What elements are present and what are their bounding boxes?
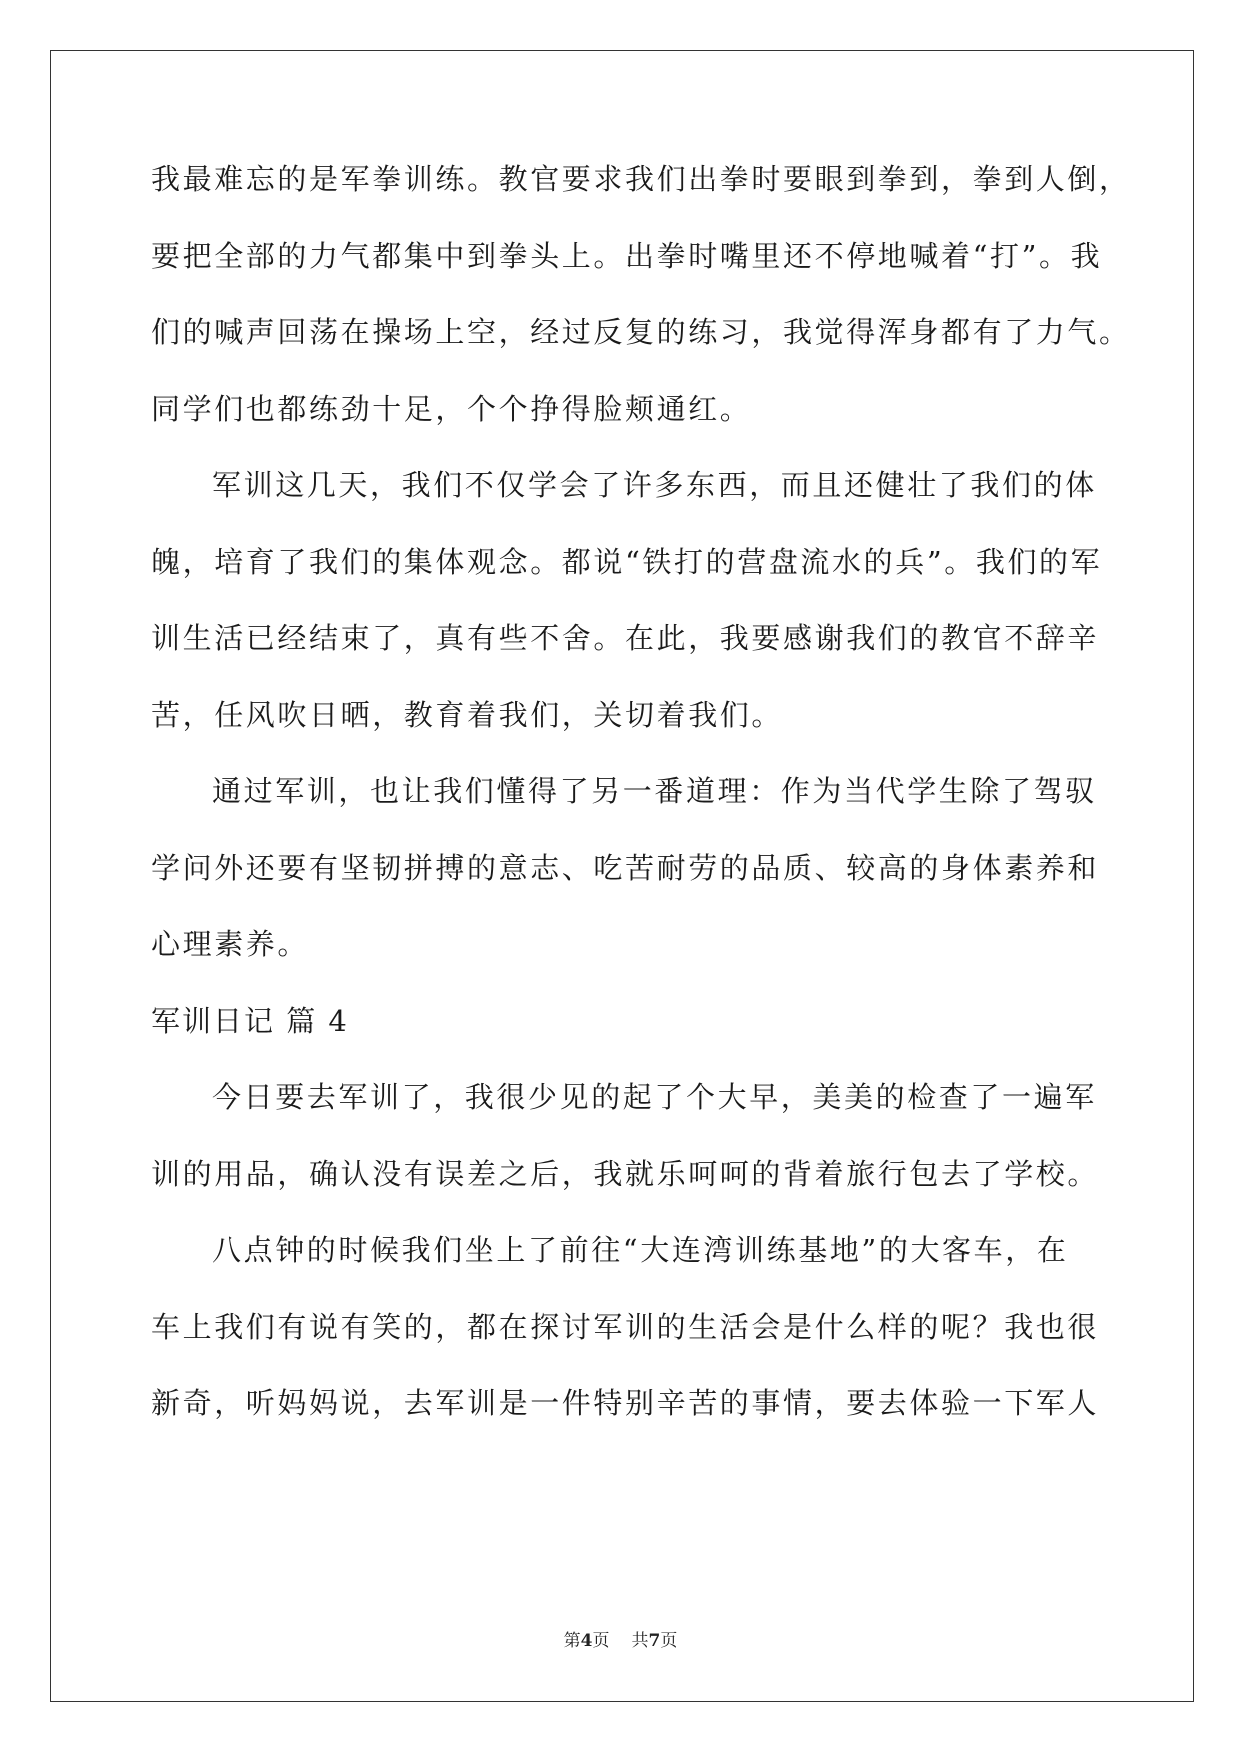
text-line: 训生活已经结束了，真有些不舍。在此，我要感谢我们的教官不辞辛 [151,621,1100,655]
page-prefix: 第 [563,1631,581,1651]
text-line: 我最难忘的是军拳训练。教官要求我们出拳时要眼到拳到，拳到人倒， [151,162,1131,196]
page-suffix: 页 [592,1631,610,1651]
text-line: 们的喊声回荡在操场上空，经过反复的练习，我觉得浑身都有了力气。 [151,315,1131,349]
text-line: 同学们也都练劲十足，个个挣得脸颊通红。 [151,391,752,426]
text-line: 新奇，听妈妈说，去军训是一件特别辛苦的事情，要去体验一下军人 [151,1386,1100,1420]
text-line: 学问外还要有坚韧拼搏的意志、吃苦耐劳的品质、较高的身体素养和 [151,850,1100,885]
page-footer [0,1626,1241,1651]
text-line: 心理素养。 [151,927,310,961]
page-current-number: 4 [580,1631,593,1651]
document-body [151,160,1131,1461]
text-line: 苦，任风吹日晒，教育着我们，关切着我们。 [151,697,784,732]
text-line: 车上我们有说有笑的，都在探讨军训的生活会是什么样的呢？我也很 [151,1309,1100,1344]
paragraph-first-line: 通过军训，也让我们懂得了另一番道理：作为当代学生除了驾驭 [212,774,1097,808]
paragraph-first-line: 八点钟的时候我们坐上了前往“大连湾训练基地”的大客车，在 [212,1233,1069,1267]
section-heading: 军训日记 篇 4 [151,1003,349,1038]
text-line: 训的用品，确认没有误差之后，我就乐呵呵的背着旅行包去了学校。 [151,1156,1100,1191]
text-line: 魄，培育了我们的集体观念。都说“铁打的营盘流水的兵”。我们的军 [151,544,1103,579]
total-suffix: 页 [660,1631,678,1651]
text-line: 要把全部的力气都集中到拳头上。出拳时嘴里还不停地喊着“打”。我 [151,238,1103,273]
total-prefix: 共 [631,1631,649,1651]
page-total-number: 7 [648,1631,661,1651]
paragraph-first-line: 军训这几天，我们不仅学会了许多东西，而且还健壮了我们的体 [212,468,1097,502]
paragraph-first-line: 今日要去军训了，我很少见的起了个大早，美美的检查了一遍军 [212,1080,1097,1114]
